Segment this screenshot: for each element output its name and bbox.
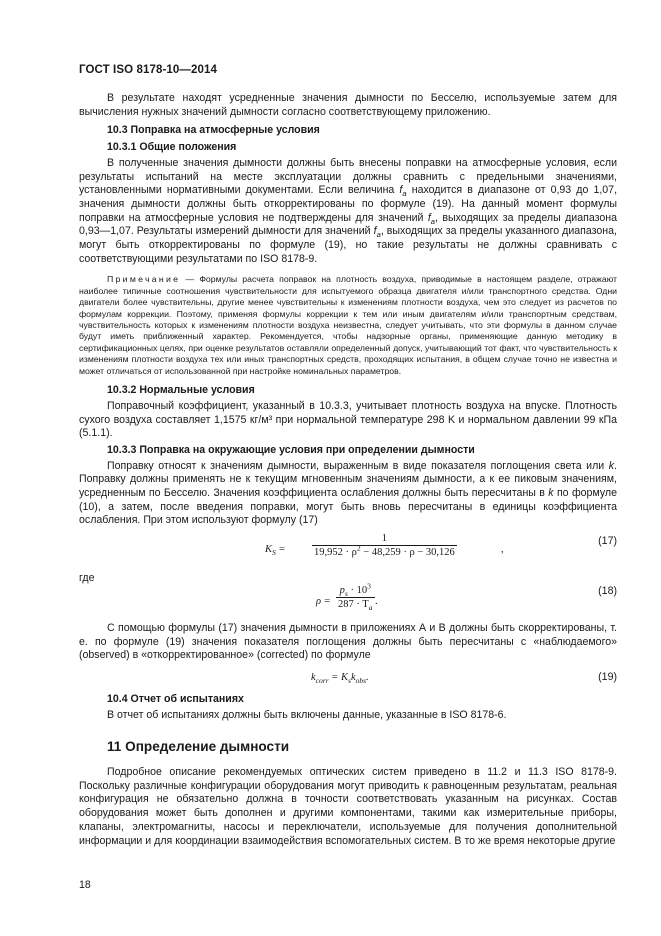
symbol-k: k xyxy=(608,459,615,472)
text-segment: . Поправку должны применять не к текущим мгновенным значениям дымности, а к ее пиковым значениям, усредненным по Бесселю. Значения коэффициента ослабления должны быть пересчитаны в xyxy=(79,459,617,500)
formula-18-numerator xyxy=(336,581,375,598)
paragraph-normal-conditions: Поправочный коэффициент, указанный в 10.3.3, учитывает плотность воздуха на впуске. Плотность сухого воздуха составляет 1,1575 кг/м³ при нормальной температуре 298 K и нормальном давлении 99 кПа (5.1.1). xyxy=(79,399,617,440)
formula-subscript: a xyxy=(368,602,373,612)
formula-symbol: k xyxy=(350,671,356,683)
formula-19-number: (19) xyxy=(598,670,617,683)
text-segment: по формуле (10), а затем, после введения поправки, могут быть вновь пересчитаны в единицы коэффициента ослабления. При этом используют формулу (17) xyxy=(79,487,617,527)
heading-10-3: 10.3 Поправка на атмосферные условия xyxy=(107,124,320,137)
formula-18-lhs: ρ = xyxy=(316,595,331,607)
paragraph-optical-systems: Подробное описание рекомендуемых оптических систем приведено в 11.2 и 11.3 ISO 8178-9. Поскольку различные конфигурации оборудования могут приводить к равноценным результатам, реальная конфигурация не обязательно должна в точности соответствовать указанным на рисунках. Состав оборудования может быть дополнен и другими компонентами, такими как измерительные приборы, клапаны, электромагниты, насосы и переключатели, используемые для получения дополнительной информации и для координации взаимодействия вспомогательных систем. В то же время некоторые другие xyxy=(79,766,617,847)
formula-symbol: p xyxy=(339,584,345,596)
symbol-f: f xyxy=(399,184,403,197)
formula-subscript: corr xyxy=(315,676,329,686)
heading-10-4: 10.4 Отчет об испытаниях xyxy=(107,692,244,705)
symbol-subscript: a xyxy=(402,189,407,199)
page-content xyxy=(79,92,617,848)
symbol-subscript: a xyxy=(376,230,381,240)
heading-10-3-2: 10.3.2 Нормальные условия xyxy=(107,384,255,397)
text-segment: находится в диапазоне от 0,93 до 1,07, значения дымности должны быть откорректированы по формуле (19). На данный момент формулы поправки на атмосферные условия не подтверждены для значений xyxy=(79,184,618,224)
text-segment: , выходящих за пределы диапазона 0,93—1,07. Результаты измерений дымности для значений xyxy=(79,211,617,238)
page-number: 18 xyxy=(79,879,91,891)
heading-10-3-3: 10.3.3 Поправка на окружающие условия при определении дымности xyxy=(107,443,475,456)
formula-17-tail: , xyxy=(501,544,504,556)
symbol-f: f xyxy=(373,225,377,238)
note-block xyxy=(79,274,617,377)
formula-text: · 10 xyxy=(347,584,368,596)
paragraph-general-provisions xyxy=(79,157,617,267)
text-segment: Поправку относят к значениям дымности, выраженным в виде показателя поглощения света или xyxy=(107,459,609,472)
formula-text: . xyxy=(366,671,369,683)
symbol-f: f xyxy=(427,211,431,224)
text-segment: , выходящих за пределы указанного диапазона, могут быть откорректированы по формуле (19), но такие результаты не должны сравнивать с соответствующими результатами по ISO 8178-9. xyxy=(79,225,617,265)
formula-text: 19,952 · ρ xyxy=(314,547,357,559)
formula-17-lhs: $K_S$ = xyxy=(265,544,286,558)
formula-subscript: S xyxy=(272,548,276,558)
where-label: где xyxy=(79,572,95,585)
formula-text: − 48,259 · ρ − 30,126 xyxy=(360,547,455,559)
formula-17-fraction xyxy=(312,532,457,559)
formula-text: = K xyxy=(328,671,349,683)
formula-18-denominator xyxy=(336,598,375,611)
text-segment: В полученные значения дымности должны быть внесены поправки на атмосферные условия, если результаты испытаний на месте эксплуатации должны сравнить с предельными значениями, установленными нормативными документами. Если величина xyxy=(79,156,617,197)
formula-subscript: s xyxy=(344,588,348,598)
note-label: Примечание xyxy=(107,274,181,285)
symbol-subscript: a xyxy=(430,216,436,226)
formula-19-expression xyxy=(311,671,369,685)
paragraph-test-report: В отчет об испытаниях должны быть включены данные, указанные в ISO 8178-6. xyxy=(107,708,507,721)
formula-subscript: obs xyxy=(355,676,367,686)
formula-text: 287 · T xyxy=(338,598,369,610)
formula-superscript: 3 xyxy=(367,581,371,591)
formula-18-number: (18) xyxy=(598,584,617,597)
formula-symbol: k xyxy=(311,671,316,683)
document-header: ГОСТ ISO 8178-10—2014 xyxy=(79,64,217,76)
formula-18-fraction xyxy=(336,581,375,612)
formula-17-numerator: 1 xyxy=(312,532,457,546)
heading-10-3-1: 10.3.1 Общие положения xyxy=(107,141,237,154)
formula-superscript: 2 xyxy=(356,543,361,553)
paragraph-bessel: В результате находят усредненные значения дымности по Бесселю, используемые затем для вычисления нужных значений дымности согласно соответствующему приложению. xyxy=(79,92,617,118)
symbol-k: k xyxy=(548,487,554,500)
formula-17 xyxy=(79,532,617,566)
formula-18-tail: . xyxy=(375,595,378,607)
formula-17-number: (17) xyxy=(598,535,617,548)
formula-19 xyxy=(79,667,617,689)
heading-section-11: 11 Определение дымности xyxy=(107,739,290,755)
formula-18 xyxy=(79,581,617,618)
formula-17-denominator xyxy=(312,543,457,559)
paragraph-ambient-correction xyxy=(79,460,617,529)
paragraph-recalculation: С помощью формулы (17) значения дымности в приложениях А и В должны быть скорректированы, т. е. по формуле (19) значения показателя поглощения должны быть пересчитаны с «наблюдаемого» (observed) в «откорректированное» (corrected) по формуле xyxy=(79,621,617,662)
formula-subscript: s xyxy=(348,676,351,686)
formula-symbol: K xyxy=(265,544,273,556)
note-text: — Формулы расчета поправок на плотность воздуха, приводимые в настоящем разделе, отражают наиболее типичные соотношения чувствительности для испытуемого образца двигателя и/или транспортного средства. Одни двигатели более чувствительны, другие менее чувствительны к изменениям плотности воздуха, чем это следует из расчетов по формулам коррекции. Поэтому, применяя формулы коррекции к тем или иным двигателям и/или транспортным средствам, чувствительность которых к изменениям плотности воздуха неизвестна, следует учитывать, что эти формулы в данном случае будут иметь приближенный характер. Рекомендуется, чтобы надзорные органы, применяющие данную методику в сертификационных целях, при оценке результатов оставляли определенный допуск, учитывающий тот факт, что чувствительность к изменениям плотности воздуха тех или иных транспортных средств, проходящих испытания, в общем случае точно не известна и может отличаться от использованной при настройке номинальных параметров. xyxy=(79,274,617,376)
